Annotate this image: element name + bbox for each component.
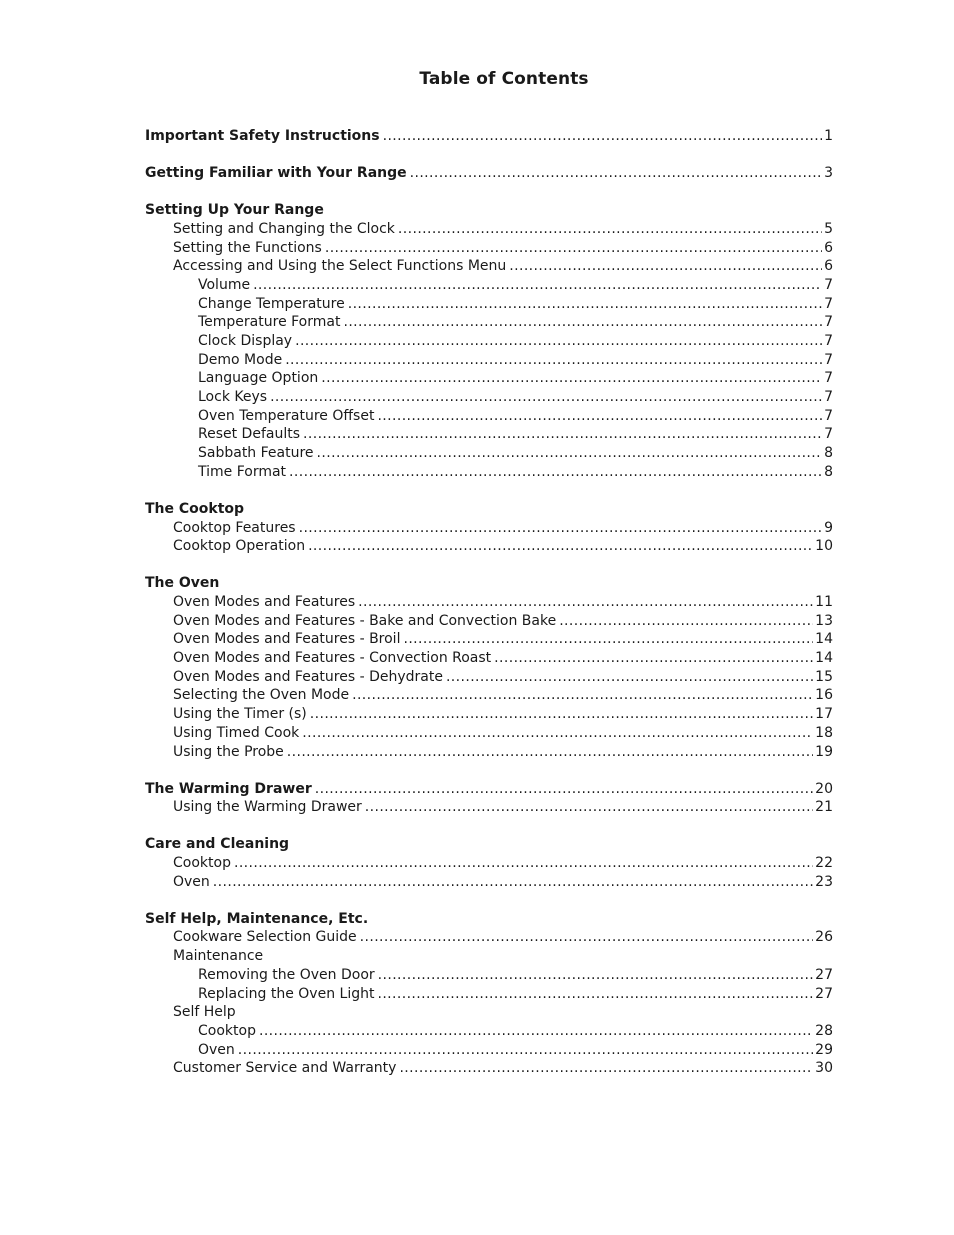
toc-page-number: 29 [815, 1041, 833, 1058]
toc-entry [145, 276, 833, 295]
toc-entry-title: Important Safety Instructions [145, 128, 380, 144]
dot-leader [365, 798, 813, 817]
toc-entry-title: Oven Temperature Offset [198, 407, 375, 424]
dot-leader [289, 463, 822, 482]
toc-page-number: 27 [815, 985, 833, 1002]
dot-leader [302, 724, 813, 743]
dot-leader [299, 519, 822, 538]
toc-page-number: 26 [815, 929, 833, 946]
toc-entry [145, 928, 833, 947]
toc-entry-title: Demo Mode [198, 351, 283, 368]
toc-entry-title: Self Help, Maintenance, Etc. [145, 910, 369, 927]
dot-leader [383, 127, 822, 146]
toc-entry-title: Lock Keys [198, 389, 268, 406]
toc-page-number: 30 [815, 1060, 833, 1077]
dot-leader [259, 1022, 813, 1041]
toc-page-number: 7 [824, 332, 833, 349]
toc-entry [145, 295, 833, 314]
toc-entry-title: Maintenance [173, 948, 264, 965]
toc-section-heading [145, 164, 833, 183]
dot-leader [303, 425, 822, 444]
toc-page-number: 20 [815, 780, 833, 797]
toc-page-number: 7 [824, 370, 833, 387]
toc-entry-title: Removing the Oven Door [198, 966, 375, 983]
toc-entry [145, 686, 833, 705]
toc-entry-title: Setting and Changing the Clock [173, 220, 395, 237]
toc-page-number: 5 [824, 220, 833, 237]
toc-entry [145, 873, 833, 892]
toc-section-heading [145, 127, 833, 146]
dot-leader [446, 668, 813, 687]
toc-entry [145, 1041, 833, 1060]
toc-entry-title: Oven Modes and Features - Broil [173, 631, 401, 648]
toc-page-number: 3 [824, 165, 833, 182]
section-spacer [145, 481, 833, 499]
dot-leader [348, 295, 822, 314]
toc-entry-title: Oven Modes and Features - Bake and Convection Bake [173, 612, 557, 629]
dot-leader [378, 966, 814, 985]
section-spacer [145, 183, 833, 201]
dot-leader [253, 276, 822, 295]
toc-section-heading [145, 201, 833, 220]
toc-entry [145, 239, 833, 258]
toc-entry-title: Using the Probe [173, 743, 284, 760]
toc-entry-title: Customer Service and Warranty [173, 1060, 397, 1077]
toc-entry [145, 351, 833, 370]
toc-entry-title: Setting the Functions [173, 239, 322, 256]
toc-entry-title: Change Temperature [198, 295, 345, 312]
toc-entry-title: Getting Familiar with Your Range [145, 165, 407, 182]
toc-section-heading [145, 574, 833, 593]
dot-leader [213, 873, 813, 892]
dot-leader [358, 593, 813, 612]
toc-entry [145, 854, 833, 873]
dot-leader [234, 854, 813, 873]
dot-leader [315, 780, 813, 799]
dot-leader [398, 220, 822, 239]
section-spacer [145, 817, 833, 835]
toc-entry-title: Oven [198, 1041, 235, 1058]
toc-entry [145, 743, 833, 762]
toc-entry [145, 966, 833, 985]
dot-leader [295, 332, 822, 351]
toc-entry-title: The Oven [145, 575, 220, 592]
toc-entry [145, 1003, 833, 1022]
toc-entry [145, 724, 833, 743]
toc-entry-title: Volume [198, 276, 251, 293]
toc-entry-title: Reset Defaults [198, 426, 301, 443]
toc-entry-title: Time Format [198, 463, 287, 480]
toc-page-number: 14 [815, 631, 833, 648]
toc-entry [145, 388, 833, 407]
toc-page-number: 14 [815, 650, 833, 667]
toc-entry-title: Clock Display [198, 332, 293, 349]
toc-entry-title: Cooktop [173, 855, 231, 872]
toc-entry-title: Oven Modes and Features - Convection Roast [173, 650, 492, 667]
toc-page-number: 16 [815, 687, 833, 704]
toc-page-number: 7 [824, 407, 833, 424]
dot-leader [238, 1041, 813, 1060]
toc-entry-title: Cooktop Features [173, 519, 296, 536]
toc-entry-title: Accessing and Using the Select Functions Menu [173, 258, 507, 275]
toc-entry [145, 668, 833, 687]
dot-leader [377, 407, 822, 426]
toc-entry-title: The Warming Drawer [145, 780, 312, 797]
dot-leader [494, 649, 813, 668]
toc-page-number: 9 [824, 519, 833, 536]
toc-entry-title: Setting Up Your Range [145, 202, 324, 219]
toc-entry-title: Sabbath Feature [198, 445, 314, 462]
section-spacer [145, 891, 833, 909]
dot-leader [317, 444, 823, 463]
dot-leader [403, 630, 813, 649]
toc-page-number: 22 [815, 855, 833, 872]
toc-entry [145, 220, 833, 239]
toc-page-number: 6 [824, 258, 833, 275]
toc-page-number: 7 [824, 351, 833, 368]
toc-entry-title: The Cooktop [145, 500, 245, 517]
toc-entry [145, 985, 833, 1004]
toc-section-heading [145, 910, 833, 929]
dot-leader [352, 686, 813, 705]
dot-leader [360, 928, 814, 947]
toc-page-number: 13 [815, 612, 833, 629]
toc-entry [145, 313, 833, 332]
toc-page-number: 18 [815, 724, 833, 741]
toc-page-number: 11 [815, 594, 833, 610]
table-of-contents [145, 127, 833, 1078]
toc-entry-title: Replacing the Oven Light [198, 985, 375, 1002]
page-title: Table of Contents [419, 69, 589, 89]
dot-leader [310, 705, 813, 724]
toc-entry [145, 1022, 833, 1041]
toc-entry-title: Oven Modes and Features [173, 594, 356, 610]
toc-entry-title: Oven [173, 873, 210, 890]
dot-leader [343, 313, 822, 332]
dot-leader [509, 257, 822, 276]
toc-entry [145, 1059, 833, 1078]
toc-entry-title: Oven Modes and Features - Dehydrate [173, 668, 443, 685]
toc-entry-title: Self Help [173, 1004, 236, 1021]
toc-entry [145, 425, 833, 444]
toc-page-number: 28 [815, 1022, 833, 1039]
dot-leader [399, 1059, 813, 1078]
toc-entry-title: Cooktop [198, 1022, 256, 1039]
toc-page-number: 23 [815, 873, 833, 890]
toc-entry [145, 649, 833, 668]
toc-page-number: 7 [824, 389, 833, 406]
toc-page-number: 27 [815, 966, 833, 983]
toc-entry [145, 612, 833, 631]
section-spacer [145, 761, 833, 779]
toc-entry [145, 947, 833, 966]
toc-entry [145, 332, 833, 351]
toc-entry [145, 630, 833, 649]
toc-page-number: 7 [824, 426, 833, 443]
toc-entry [145, 369, 833, 388]
toc-entry [145, 705, 833, 724]
toc-entry-title: Temperature Format [198, 314, 341, 331]
toc-section-heading [145, 835, 833, 854]
toc-page-number: 17 [815, 706, 833, 723]
dot-leader [325, 239, 822, 258]
toc-entry-title: Language Option [198, 370, 319, 387]
section-spacer [145, 556, 833, 574]
toc-page-number: 8 [824, 463, 833, 480]
dot-leader [270, 388, 822, 407]
toc-entry-title: Using Timed Cook [173, 724, 300, 741]
toc-page-number: 21 [815, 799, 833, 816]
dot-leader [287, 743, 813, 762]
toc-page-number: 15 [815, 668, 833, 685]
toc-page-number: 10 [815, 538, 833, 555]
toc-entry-title: Cookware Selection Guide [173, 929, 357, 946]
toc-page-number: 6 [824, 239, 833, 256]
toc-entry-title: Care and Cleaning [145, 836, 290, 853]
dot-leader [285, 351, 822, 370]
toc-section-heading [145, 500, 833, 519]
toc-page-number: 19 [815, 743, 833, 760]
toc-entry [145, 444, 833, 463]
toc-entry [145, 798, 833, 817]
toc-entry [145, 537, 833, 556]
toc-entry-title: Using the Timer (s) [173, 706, 307, 723]
toc-entry [145, 407, 833, 426]
toc-entry-title: Selecting the Oven Mode [173, 687, 350, 704]
dot-leader [377, 985, 813, 1004]
dot-leader [321, 369, 822, 388]
section-spacer [145, 146, 833, 164]
toc-entry [145, 463, 833, 482]
toc-page-number: 7 [824, 295, 833, 312]
toc-entry-title: Cooktop Operation [173, 538, 306, 555]
dot-leader [308, 537, 813, 556]
toc-entry-title: Using the Warming Drawer [173, 799, 362, 816]
dot-leader [410, 164, 822, 183]
dot-leader [559, 612, 813, 631]
toc-page-number: 7 [824, 314, 833, 331]
toc-page-number: 7 [824, 276, 833, 293]
toc-section-heading [145, 780, 833, 799]
toc-entry [145, 519, 833, 538]
toc-entry [145, 257, 833, 276]
toc-page-number: 8 [824, 445, 833, 462]
toc-page-number: 1 [824, 128, 833, 144]
toc-entry [145, 593, 833, 612]
